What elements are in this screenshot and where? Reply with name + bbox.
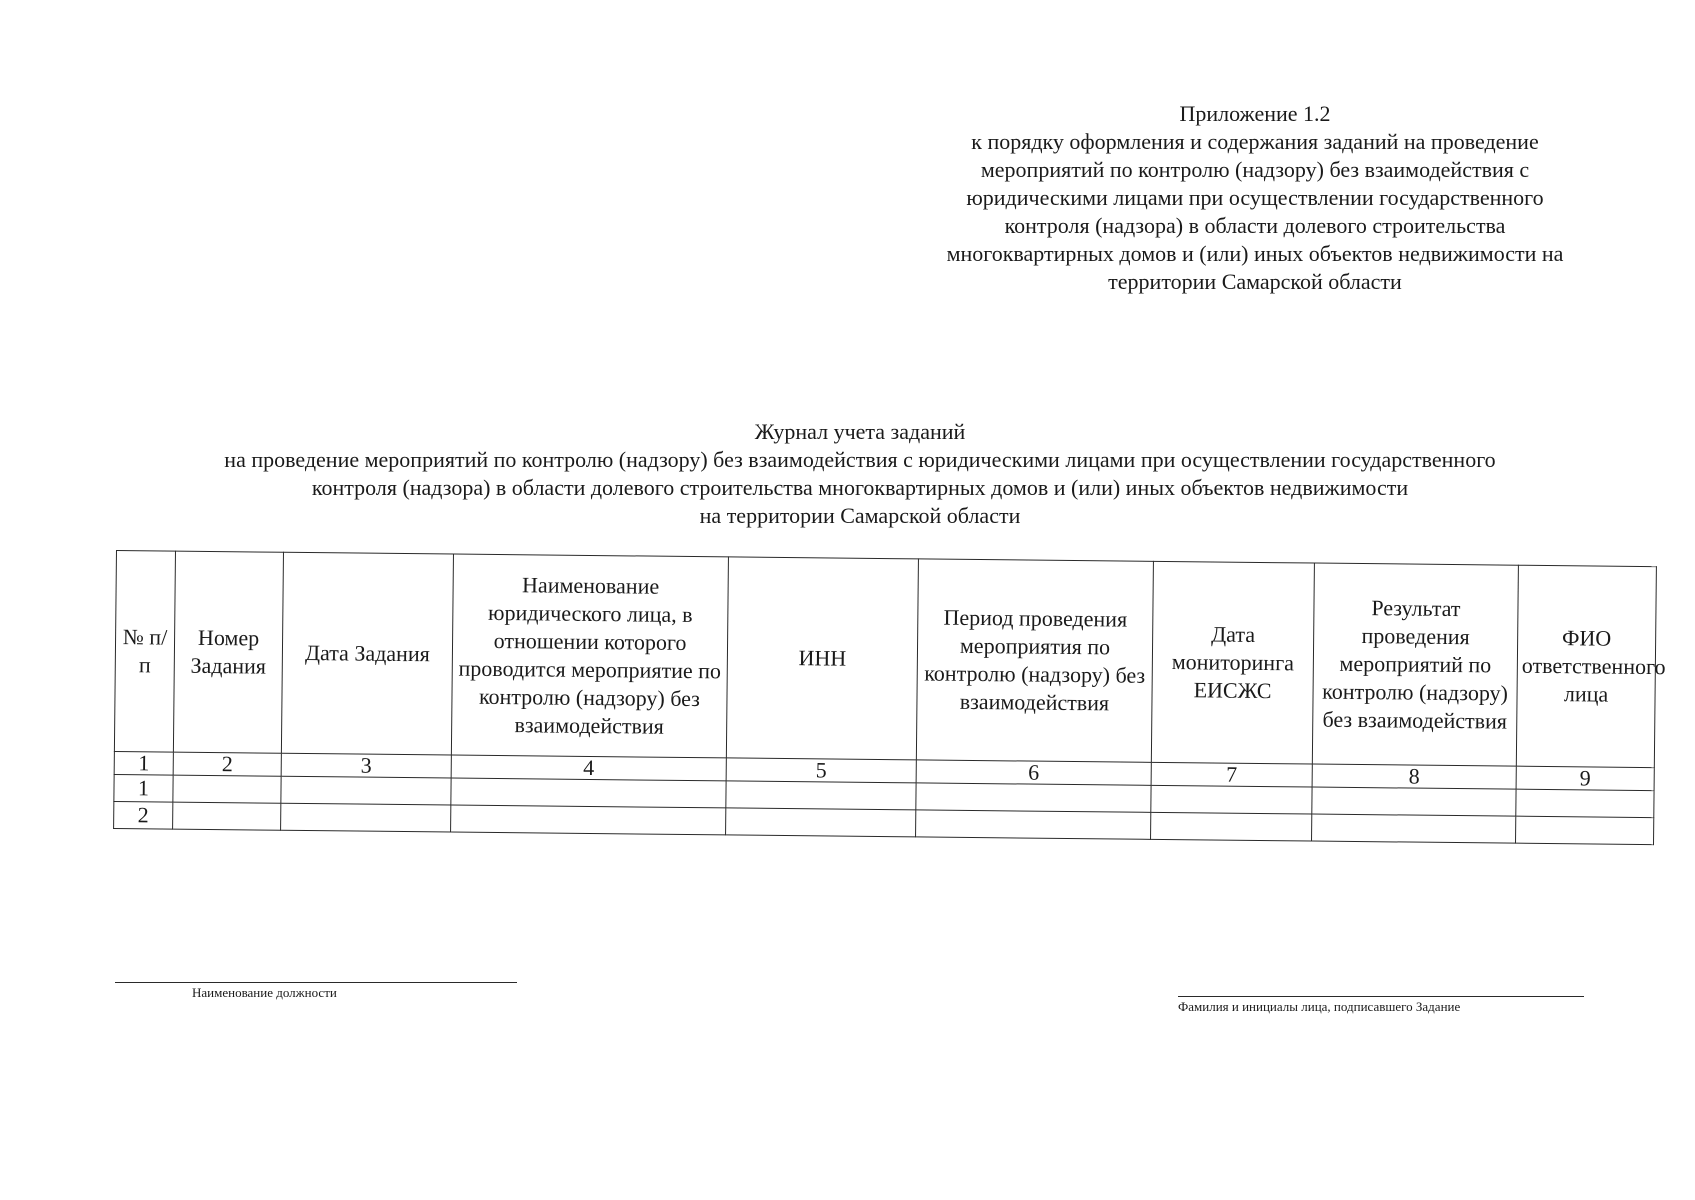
table-cell [1516, 789, 1654, 817]
table-cell [281, 776, 451, 805]
column-number: 6 [916, 760, 1151, 785]
table-cell [916, 783, 1151, 812]
column-header-task-number: Номер Задания [173, 551, 283, 753]
appendix-line: к порядку оформления и содержания заданий на проведение [971, 129, 1539, 154]
position-caption: Наименование должности [192, 985, 337, 1000]
appendix-header [895, 100, 1615, 296]
journal-table [113, 550, 1666, 845]
table-cell [451, 778, 726, 808]
column-number: 9 [1516, 766, 1654, 790]
column-number: 2 [173, 752, 281, 776]
table-cell [726, 808, 916, 837]
journal-subtitle-line: на территории Самарской области [699, 503, 1021, 528]
journal-table-wrapper [113, 550, 1666, 845]
table-cell [916, 810, 1151, 839]
table-cell [1151, 785, 1312, 814]
table-cell [1151, 812, 1312, 841]
table-cell [173, 775, 281, 803]
journal-subtitle-line: на проведение мероприятий по контролю (надзору) без взаимодействия с юридическими лицами при осуществлении государственного [224, 447, 1496, 472]
column-header-responsible-person: ФИО ответственного лица [1516, 565, 1656, 767]
appendix-title: Приложение 1.2 [1179, 101, 1331, 126]
table-cell: 1 [114, 774, 173, 802]
table-cell [1312, 787, 1516, 816]
journal-subtitle-line: контроля (надзора) в области долевого строительства многоквартирных домов и (или) иных объектов недвижимости [311, 475, 1409, 500]
appendix-line: юридическими лицами при осуществлении государственного [966, 185, 1544, 210]
table-cell [281, 803, 451, 832]
column-header-inn: ИНН [726, 557, 918, 760]
appendix-line: мероприятий по контролю (надзору) без взаимодействия с [980, 157, 1530, 182]
table-header-row [114, 551, 1656, 768]
journal-title [100, 418, 1620, 530]
appendix-line: контроля (надзора) в области долевого строительства [1004, 213, 1506, 238]
signer-signature-line [1178, 996, 1584, 1015]
table-cell [1516, 816, 1654, 844]
column-header-task-date: Дата Задания [281, 552, 453, 755]
table-cell: 2 [114, 801, 173, 829]
column-number: 5 [726, 758, 916, 783]
appendix-line: территории Самарской области [1108, 269, 1402, 294]
column-number: 4 [451, 755, 726, 781]
column-number: 3 [281, 753, 451, 778]
signer-caption: Фамилия и инициалы лица, подписавшего Задание [1178, 999, 1461, 1014]
column-header-result: Результат проведения мероприятий по контролю (надзору) без взаимодействия [1312, 563, 1518, 766]
table-cell [1312, 814, 1516, 843]
journal-heading: Журнал учета заданий [754, 419, 966, 444]
column-header-number: № п/п [114, 551, 175, 753]
appendix-line: многоквартирных домов и (или) иных объектов недвижимости на [946, 241, 1564, 266]
column-header-legal-entity: Наименование юридического лица, в отношении которого проводится мероприятие по контролю (надзору) без взаимодействия [451, 554, 728, 758]
table-cell [173, 802, 281, 830]
column-number: 8 [1312, 764, 1516, 789]
position-signature-line [115, 982, 517, 1001]
column-header-period: Период проведения мероприятия по контролю (надзору) без взаимодействия [916, 559, 1153, 762]
table-cell [726, 781, 916, 810]
column-number: 7 [1151, 762, 1312, 787]
table-cell [451, 805, 726, 835]
column-header-monitoring-date: Дата мониторинга ЕИСЖС [1151, 561, 1314, 764]
column-number: 1 [114, 751, 173, 775]
